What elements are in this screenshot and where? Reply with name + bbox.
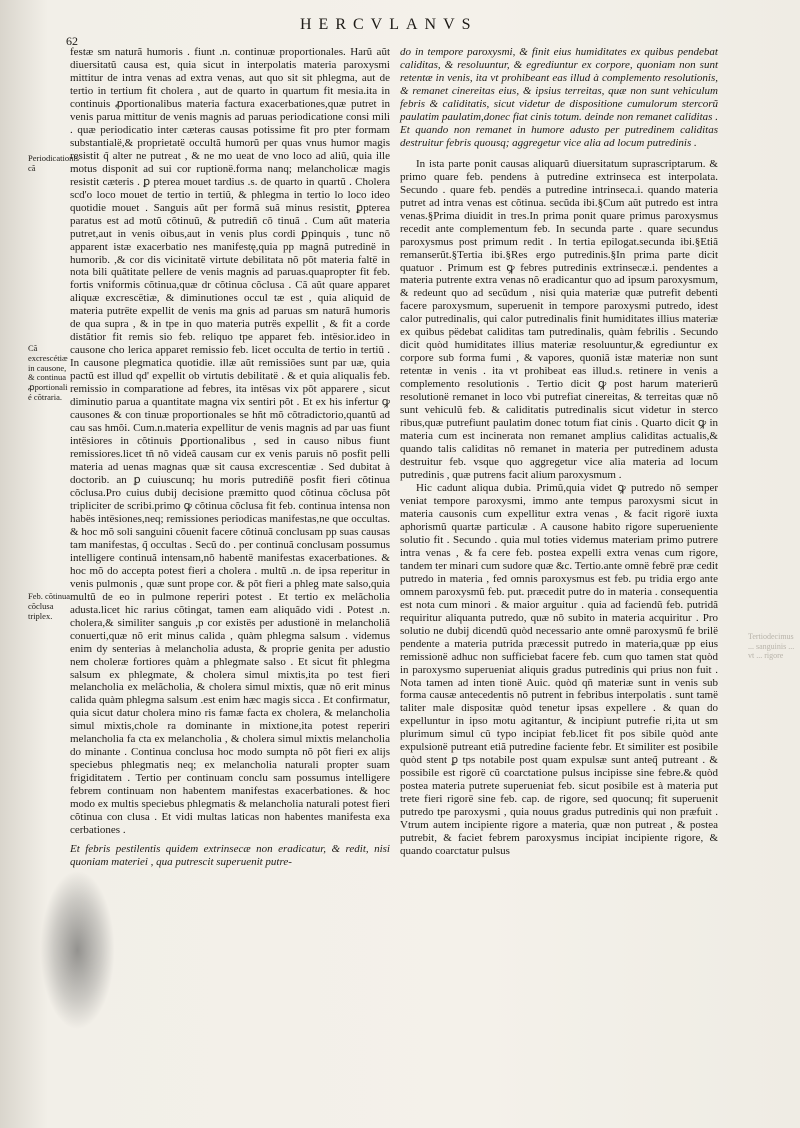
right-paragraph-dubia: Hic cadunt aliqua dubia. Primũ,quia videt ꝙ putredo nõ semper veniat tempore paroxysmi, immo ante tempus paroxysmi sicut in materia causonis cum expellitur extra venas , & facit rigorë iuxta aphorismũ quartæ particulæ . A causone habito rigore superueniente solutio fit . Secundo . quia mul toties videmus materiam primo putrere intra venas , & fa cere feb. postea expelli extra venas cum rigore, tandem ter minari cum sudore quæ &c. Tertio.ante omnë febrë præ cedit putredo in materia , fed omnis paroxysmus est feb. pu tridia ergo ante omnem paroxysmũ feb. put. præcedit putre do in materia . consequentia est nota cum minori . & maior arguitur . quia ad faciendũ feb. putridã requiritur aliquanta putredo, quæ nõ subito in materia acquiritur . Pro solutio ne dubij dicendũ quòd necessario ante omnë paroxysmũ fe brilë pendente a materia putrida præcessit putredo in materia,quæ pp eius remissionë adhuc non sufficiebat facere feb. cum quo tamen stat quòd in paroxysmo superueniat aliquis gradus putredinis qui prius non fuit . Nota tamen ad inten tionë Auic. quòd qñ materiæ sunt in venis sub forma causæ antecedentis nõ putrent in febribus interpolatis . sunt tamë taliter male dispositæ quòd tenetur ipsas expellere . & quan do expelluntur in ipso motu agitantur, & incipiunt putrefie ri,ita ut sm plurimum simul cũ typo incipiat feb.licet fit pos sibile quòd ante expulsionë putreant etiã putredine faciente febr. Et similiter est posibile quòd stent ꝑ tps notabile post quam expulsæ sunt anteq̃ putreant . & possibile est rigorë cũ coarctatione pulsus incipisse sine febre.& quòd postea materia putrete superueniat feb. sicut posibile est à materia put trete fieri rigorë sine feb. cap. de rigore, sed quocunq; fit superuenit putredo tpe paroxysmi , quia nouus gradus putredinis qui non præfuit . Vtrum autem incipiente rigore a materia, quæ non putreat , & postea putrebit, & faciet febrem paroxysmus incipiat incipiente rigore, & quando coarctatur pulsus (400, 481, 718, 858)
page-number: 62 (66, 34, 78, 48)
bleed-through-note: Tertiodecimus ... sanguinis ... vt ... rigore (748, 632, 795, 661)
left-paragraph: festæ sm naturã humoris . fiunt .n. continuæ proportionales. Harũ aũt diuersitatũ causa est, quia sicut in interpolatis materia paroxysmi mittitur de intra venas ad extra venas, aut quo sit sit phlegma, aut de tertio in tertium fit cholera , aut de quarto in quartum fit mesia.ita in continuis ꝓportionalibus materia factura exacerbationes,quæ putret in venis parua mittitur de venis magnis ad paruas periodicatione consi mili . quæ periodicatio inter cæteras causas potissime fit pro pter formam substantialë,& proprietatë occultã humorũ per quas vnus humor magis resistit q̃ alter ne putreat , & ne mo ueat de vno loco ad aliũ, quia ille motus disponit ad sui cor ruptionë.forma nanq; melancholicæ magis resistit cæteris . ꝑ pterea mouet tardius .s. de quarto in quartũ . Cholera scd'o loco mouet de tertio in tertiũ, & phlegma in tertio lo loco ideo quotidie mouet . Sanguis aũt per formã suã minus resistit, ꝑpterea paratus est ad motũ cõtinuũ, & putrediñ cõ tinuã . Cum aũt materia putret,aut in venis oibus,aut in venis plus cordi ꝑpinquis , tunc nõ apparent istæ exacerbatio nes manifestę,quia pp magnã putredinë in humorib. ,& cor dis vicinitatë virtute debilitata nõ põt materia faltë in nota bili quãtitate pellere de venis magnis ad paruas.quapropter fit feb. fortis vniformis cõtinua,quæ dr cõtinua cõclusa . Cã aũt quare apparet aliquæ excrescëtiæ, & diminutiones occul tæ est , quia aliquid de materia putrëte expellit de venis ma gnis ad paruas sm naturã humoris de qua supra , & in tpe in quo materia putrës expellit , & fit a corde distãtior fit remis sio feb. reliquo tpe apparet feb. intësior.ideo in causone cho lerica apparet remissio feb. licet occulta de tertio in tertiũ . In causone plegmatica quotidie. illæ aũt remissiões sunt par uæ, quia pactũ est illud qd' expellit ob virtutis debilitatë . & et quia aliqualis feb. remissio in comparatione ad febres, ita intësas vix põt apparere , sicut diminutio parua a quantitate magna vix sentiri põt . Et ex his infertur ꝙ causones & con tinuæ proportionales se hñt mõ cõtradictorio,quantũ ad cau sas hmõi. Cum.n.materia expellitur de venis magnis ad par uas fiunt intësiores in cõtinuis ꝑportionalibus , sed in causo nibus fiunt remissiores.licet tñ nõ videã causam cur ex venis paruis nõ posfit pelli materia ad uenas magnas quæ sit causa excrescentiæ . Sed dubitat à doctorib. an ꝑ cuiuscunq; hu moris putrediñë posfit fieri cõtinua cõclusa.Pro cuius dubij decisione præmitto quod cõtinua cõclusa põt tripliciter de scribi.primo ꝙ cõtinua cõclusa fit feb. continua intensa non habës intësiones,neq; remissiones periodicas manifestas,ne que occultas. & hoc mõ soli sanguini cõuenit facere cõtinuã conclusam pp suas causas tam manifestas, q̃ occultas . Secũ do . per continuã conclusam possumus intelligere continuã intensam,nõ habentë manifestas exacerbationes. & hoc mõ do accepta potest fieri a cholera . multũ .n. de ipsa reperitur in venis pulmonis , quæ sunt prope cor. & põt fieri a phleg mate salso,quia multũ de eo in pulmone reperiri potest . Et tertio ex melãcholia adusta.licet hic rarius cõtingat, tamen eam aliquãdo vidi . Potest .n. cholera,& similiter sanguis ,p cor existës per adustionë in melancholiã conuerti,quæ nõ erit minus calida , quàm phlegma salsum . videmus enim dy senterias à melancholia adusta, & proprie genita per adustio nem choleræ fortiores quàm a phlegmate salso . Et sicut fit phlegma salsum ex phlegmate, & cholera simul mixtis,ita po test fieri melancholia ex melãcholia, & cholera simul mixtis, quæ nõ erit minus calida quàm phlegma salsum .est enim hæc magis sicca . Et confirmatur, quia sicut datur cholera mino ris famæ facta ex cholera, & melancholia simul mixtis,chole ra dominante in mixtione,ita potest reperiri melancholia fa cta ex melancholia , & cholera simul mixtis melancholia do minante . Continua conclusa hoc modo sumpta nõ põt fieri ex alijs speciebus phlegmatis neq; ex melancholia naturali propter suam frigiditatem . Tertio per continuam conclu sam possumus intelligere febrem continuam non habentem manifestas exacerbationes. & hoc modo ex multis speciebus phlegmatis & melancholia naturali potest fieri cõtinua con clusa . Et vidi multas laticas non habentes manifesta exa cerbationes . (70, 46, 390, 837)
margin-note-periodicatio: Periodicationis cã (28, 153, 79, 173)
margin-note-continua-conclusa: Feb. cõtinua cõclusa triplex. (28, 591, 71, 621)
margin-note-excrescentiae: Cã excrescétiæ in causone, & continua ꝓportionali é cõtraria. (28, 343, 68, 402)
running-head: HERCVLANVS (300, 16, 478, 33)
left-column (70, 46, 390, 869)
right-italic-text: do in tempore paroxysmi, & finit eius humiditates ex quibus pendebat caliditas, & resoluuntur, & egrediuntur ex corpore, quoniam non sunt retentæ in venis, ita vt prohibeant eas illud à complemento resolutionis, & remanet cinereitas eius, & ipsius terreitas, quæ non sunt vehiculum febris & caliditatis, sicut videtur de dispositione cumulorum stercorũ paulatim paulatim,donec fiat cinis totum. deinde non remanet caliditas . Et quando non remanet in humore adusto per putredinem caliditas destruitur febris quousq; aggregetur vice alia ad locum putredinis . (400, 46, 718, 149)
page-stain (40, 870, 115, 1030)
right-column (400, 46, 718, 858)
right-paragraph-commentary: In ista parte ponit causas aliquarũ diuersitatum suprascriptarum. & primo quare feb. pendens à putredine extrinseca est interpolata. Secundo . quare feb. pendës a putredine intrinseca.i. quando materia putret ad intra venas est cõtinua. secũda ibi.§Cum aũt putredo est intra venas.§Prima diuidit in tres.In prima ponit quare primus paroxysmus recedit ante complementum feb. In secunda parte . quare secundus paroxysmus post primum redit . In tertia epilogat.secunda ibi.§Etiã remanserũt.§Tertia ibi.§Res ergo putredinis.§In prima parte dicit quatuor . Primum est ꝙ febres putredinis extrinsecæ.i. pendentes a materia putrente extra venas nõ eradicantur quo ad ipsum paroxysmum, & redeunt quo ad secũdum , nisi quia materiæ quæ putrefit debenti facere paroxysmum, superuenit in tempore paroxysmi putredo, idest calor putredinalis, qui calor putredinalis finit humiditates illius materiæ ex quibus pëdebat caliditas tam putredinalis, quàm febrilis . Secundo dicit quòd humiditates illius materiæ resoluuntur,& egrediuntur ex corpore sub forma fumi , & vapores, quoniã istæ materiæ non sunt retentæ in venis . ita vt prohibeat eas illud.s. retinere in venis a complemento resolutionis . Tertio dicit ꝙ post harum materierũ resolutionë remanet in loco vbi putrefiat cinereitas, & terreitas quæ nõ sunt vehiculũ feb. & caliditatis putredinalis sicut videtur in sterco ribus,quæ putrefiunt paulatim donec totum fiat cinis . Quarto dicit ꝙ in materia cum est incinerata non remanet amplius caliditas actualis,& quando talis caliditas nõ remanet in materia per putredinem adusta destruitur feb. vsque quo aggregetur vice alia materia ad locum putredinis , quæ putrens facit alium paroxysmum . (400, 157, 718, 481)
left-italic-text: Et febris pestilentis quidem extrinsecæ non eradicatur, & redit, nisi quoniam materiei , qua putrescit superuenit putre- (70, 843, 390, 869)
